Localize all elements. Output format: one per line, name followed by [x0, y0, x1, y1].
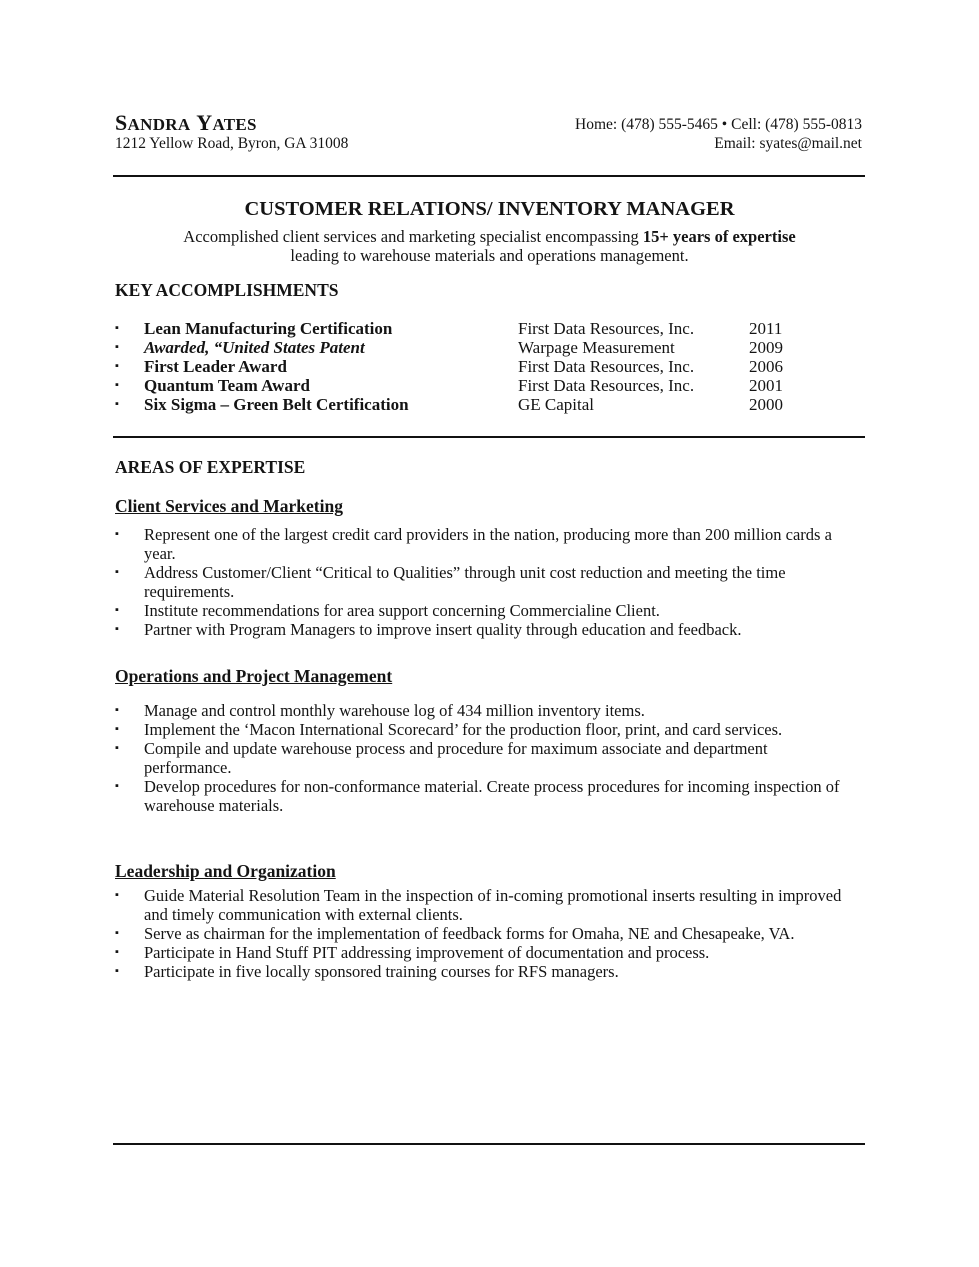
list-item: [115, 601, 855, 620]
accomplishment-row: [115, 376, 815, 395]
list-item: [115, 701, 855, 720]
accomplishment-title: Awarded, “United States Patent: [144, 338, 365, 357]
list-item-text: Participate in five locally sponsored training courses for RFS managers.: [144, 962, 619, 981]
list-item-text: Serve as chairman for the implementation of feedback forms for Omaha, NE and Chesapeake, VA.: [144, 924, 795, 943]
footer-divider: [113, 1143, 865, 1145]
section-heading-accomplishments: KEY ACCOMPLISHMENTS: [115, 280, 339, 300]
list-item: [115, 720, 855, 739]
subheading-leadership: Leadership and Organization: [115, 861, 336, 881]
candidate-email: Email: syates@mail.net: [714, 135, 862, 152]
accomplishment-title: First Leader Award: [144, 357, 287, 376]
candidate-name: SANDRA YATES: [115, 110, 257, 135]
accomplishment-org: First Data Resources, Inc.: [518, 319, 695, 338]
candidate-address: 1212 Yellow Road, Byron, GA 31008: [115, 135, 349, 152]
list-item-text: Guide Material Resolution Team in the inspection of in-coming promotional inserts resulting in improved and timely communication with external clients.: [144, 886, 842, 924]
section-divider: [113, 436, 865, 438]
job-title: CUSTOMER RELATIONS/ INVENTORY MANAGER: [244, 198, 735, 220]
summary-emphasis: 15+ years of expertise: [642, 227, 796, 246]
accomplishment-row: [115, 395, 815, 414]
accomplishment-org: First Data Resources, Inc.: [518, 376, 695, 395]
accomplishment-title: Quantum Team Award: [144, 376, 310, 395]
list-item: [115, 739, 855, 777]
bullet-icon: ▪: [115, 946, 119, 958]
list-item-text: Manage and control monthly warehouse log of 434 million inventory items.: [144, 701, 645, 720]
list-item-text: Institute recommendations for area support concerning Commercialine Client.: [144, 601, 660, 620]
accomplishment-row: [115, 319, 815, 338]
bullet-icon: ▪: [115, 566, 119, 578]
bullet-icon: ▪: [115, 528, 119, 540]
bullet-icon: ▪: [115, 379, 119, 391]
section-heading-expertise: AREAS OF EXPERTISE: [115, 457, 306, 477]
list-item: [115, 525, 855, 563]
bullet-icon: ▪: [115, 398, 119, 410]
accomplishment-year: 2000: [749, 395, 783, 414]
bullet-icon: ▪: [115, 341, 119, 353]
accomplishment-title: Six Sigma – Green Belt Certification: [144, 395, 409, 414]
accomplishment-row: [115, 357, 815, 376]
list-item-text: Develop procedures for non-conformance material. Create process procedures for incoming inspection of warehouse materials.: [144, 777, 840, 815]
bullet-icon: ▪: [115, 704, 119, 716]
client-services-list: [115, 525, 855, 639]
list-item: [115, 563, 855, 601]
list-item-text: Participate in Hand Stuff PIT addressing improvement of documentation and process.: [144, 943, 710, 962]
accomplishment-row: [115, 338, 815, 357]
list-item: [115, 962, 855, 981]
list-item: [115, 924, 855, 943]
accomplishment-org: GE Capital: [518, 395, 595, 414]
summary-text-line2: leading to warehouse materials and operations management.: [290, 246, 689, 265]
list-item-text: Implement the ‘Macon International Scorecard’ for the production floor, print, and card services.: [144, 720, 783, 739]
accomplishment-year: 2011: [749, 319, 783, 338]
bullet-icon: ▪: [115, 965, 119, 977]
bullet-icon: ▪: [115, 780, 119, 792]
list-item: [115, 620, 855, 639]
bullet-icon: ▪: [115, 322, 119, 334]
leadership-list: [115, 886, 855, 981]
bullet-icon: ▪: [115, 623, 119, 635]
accomplishment-org: First Data Resources, Inc.: [518, 357, 695, 376]
accomplishment-title: Lean Manufacturing Certification: [144, 319, 393, 338]
bullet-icon: ▪: [115, 889, 119, 901]
list-item: [115, 886, 855, 924]
accomplishment-year: 2001: [749, 376, 783, 395]
bullet-icon: ▪: [115, 604, 119, 616]
list-item: [115, 943, 855, 962]
list-item-text: Compile and update warehouse process and procedure for maximum associate and department performance.: [144, 739, 768, 777]
operations-list: [115, 701, 855, 815]
candidate-phones: Home: (478) 555-5465 • Cell: (478) 555-0813: [575, 116, 862, 133]
accomplishment-year: 2006: [749, 357, 783, 376]
bullet-icon: ▪: [115, 742, 119, 754]
list-item-text: Address Customer/Client “Critical to Qualities” through unit cost reduction and meeting the time requirements.: [144, 563, 786, 601]
bullet-icon: ▪: [115, 360, 119, 372]
list-item-text: Represent one of the largest credit card providers in the nation, producing more than 200 million cards a year.: [144, 525, 832, 563]
bullet-icon: ▪: [115, 927, 119, 939]
subheading-operations: Operations and Project Management: [115, 666, 393, 686]
list-item-text: Partner with Program Managers to improve insert quality through education and feedback.: [144, 620, 742, 639]
accomplishment-year: 2009: [749, 338, 783, 357]
bullet-icon: ▪: [115, 723, 119, 735]
list-item: [115, 777, 855, 815]
summary-text: Accomplished client services and marketing specialist encompassing: [183, 227, 643, 246]
professional-summary: [0, 227, 979, 265]
accomplishment-org: Warpage Measurement: [518, 338, 675, 357]
header-divider: [113, 175, 865, 177]
subheading-client-services: Client Services and Marketing: [115, 496, 343, 516]
